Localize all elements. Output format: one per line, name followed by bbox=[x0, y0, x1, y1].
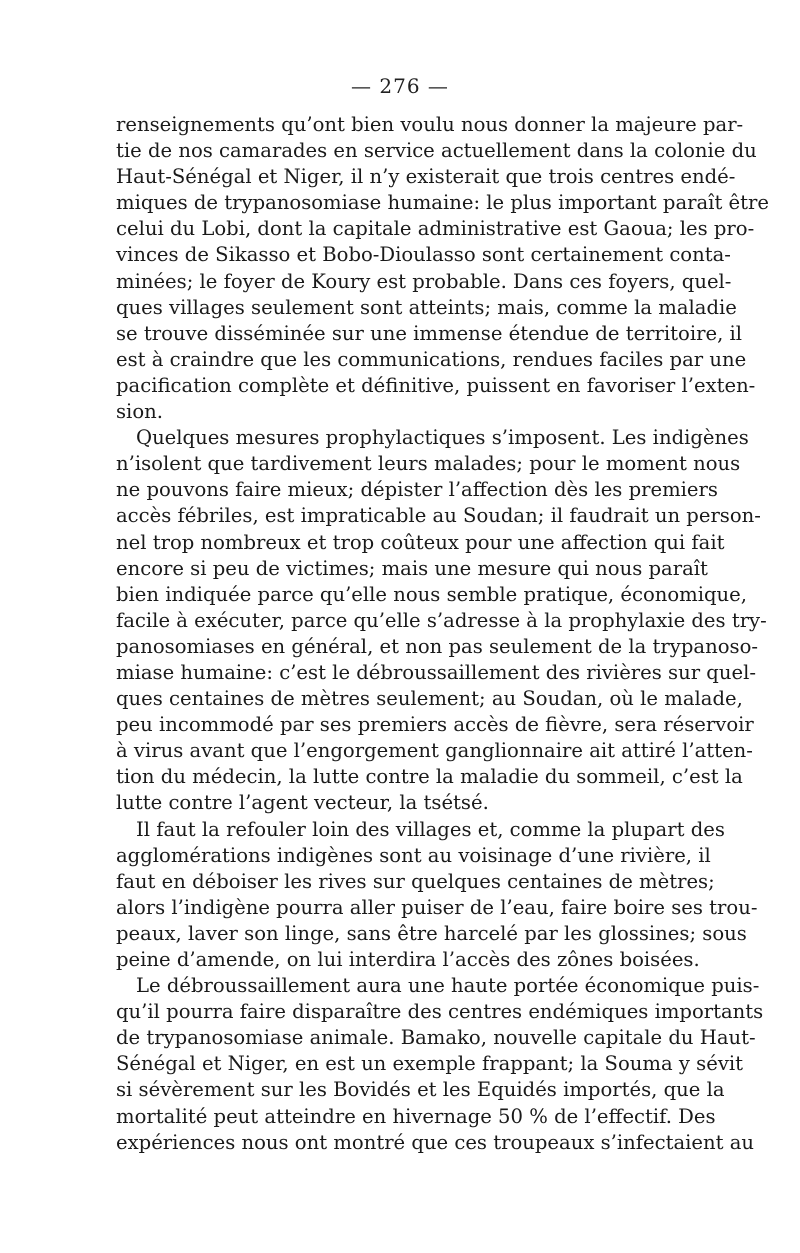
text-line: n’isolent que tardivement leurs malades; pour le moment nous bbox=[116, 452, 741, 476]
text-line: facile à exécuter, parce qu’elle s’adresse à la prophylaxie des try- bbox=[116, 608, 767, 632]
text-line: faut en déboiser les rives sur quelques centaines de mètres; bbox=[116, 869, 715, 893]
text-line: renseignements qu’ont bien voulu nous donner la majeure par- bbox=[116, 113, 744, 136]
text-line: miques de trypanosomiase humaine: le plus important paraît être bbox=[116, 191, 769, 215]
text-line: Il faut la refouler loin des villages et, comme la plupart des bbox=[136, 817, 725, 841]
text-line: minées; le foyer de Koury est probable. Dans ces foyers, quel- bbox=[116, 269, 732, 293]
text-line: nel trop nombreux et trop coûteux pour une affection qui fait bbox=[116, 530, 725, 554]
text-line: encore si peu de victimes; mais une mesure qui nous paraît bbox=[116, 556, 708, 580]
page-number: — 276 — bbox=[351, 74, 449, 98]
text-line: qu’il pourra faire disparaître des centres endémiques importants bbox=[116, 1000, 764, 1024]
text-line: Sénégal et Niger, en est un exemple frappant; la Souma y sévit bbox=[116, 1052, 744, 1076]
text-line: Haut-Sénégal et Niger, il n’y existerait que trois centres endé- bbox=[116, 165, 736, 189]
text-line: Quelques mesures prophylactiques s’imposent. Les indigènes bbox=[136, 426, 749, 450]
paragraph-2 bbox=[116, 425, 767, 816]
text-line: expériences nous ont montré que ces troupeaux s’infectaient au bbox=[116, 1130, 755, 1154]
text-line: est à craindre que les communications, rendues faciles par une bbox=[116, 347, 747, 371]
text-line: alors l’indigène pourra aller puiser de l’eau, faire boire ses trou- bbox=[116, 895, 758, 919]
text-line: bien indiquée parce qu’elle nous semble pratique, économique, bbox=[116, 582, 747, 606]
text-line: ques centaines de mètres seulement; au Soudan, où le malade, bbox=[116, 687, 743, 711]
text-line: de trypanosomiase animale. Bamako, nouvelle capitale du Haut- bbox=[116, 1026, 756, 1050]
paragraph-1 bbox=[116, 112, 769, 425]
text-line: lutte contre l’agent vecteur, la tsétsé. bbox=[116, 791, 489, 815]
text-line: peu incommodé par ses premiers accès de fièvre, sera réservoir bbox=[116, 713, 754, 737]
text-body bbox=[116, 112, 769, 1156]
text-line: mortalité peut atteindre en hivernage 50 % de l’effectif. Des bbox=[116, 1104, 716, 1128]
text-line: tion du médecin, la lutte contre la maladie du sommeil, c’est la bbox=[116, 765, 743, 789]
text-line: peine d’amende, on lui interdira l’accès des zônes boisées. bbox=[116, 948, 700, 971]
text-line: se trouve disséminée sur une immense étendue de territoire, il bbox=[116, 321, 743, 345]
text-line: Le débroussaillement aura une haute portée économique puis- bbox=[136, 974, 760, 998]
text-line: miase humaine: c’est le débroussaillement des rivières sur quel- bbox=[116, 660, 756, 684]
paragraph-4 bbox=[116, 973, 764, 1156]
text-line: ne pouvons faire mieux; dépister l’affection dès les premiers bbox=[116, 478, 718, 502]
text-line: sion. bbox=[116, 400, 163, 424]
text-line: vinces de Sikasso et Bobo-Dioulasso sont certainement conta- bbox=[116, 243, 731, 267]
paragraph-3 bbox=[116, 817, 758, 974]
text-line: accès fébriles, est impraticable au Soudan; il faudrait un person- bbox=[116, 504, 761, 528]
text-line: pacification complète et définitive, puissent en favoriser l’exten- bbox=[116, 373, 756, 397]
text-line: à virus avant que l’engorgement ganglionnaire ait attiré l’atten- bbox=[116, 739, 753, 763]
text-line: peaux, laver son linge, sans être harcelé par les glossines; sous bbox=[116, 921, 747, 945]
text-line: ques villages seulement sont atteints; mais, comme la maladie bbox=[116, 295, 737, 319]
text-line: celui du Lobi, dont la capitale administrative est Gaoua; les pro- bbox=[116, 217, 755, 241]
text-line: si sévèrement sur les Bovidés et les Equidés importés, que la bbox=[116, 1078, 725, 1102]
text-line: agglomérations indigènes sont au voisinage d’une rivière, il bbox=[116, 843, 711, 867]
text-line: panosomiases en général, et non pas seulement de la trypanoso- bbox=[116, 634, 758, 658]
text-line: tie de nos camarades en service actuellement dans la colonie du bbox=[116, 139, 757, 163]
